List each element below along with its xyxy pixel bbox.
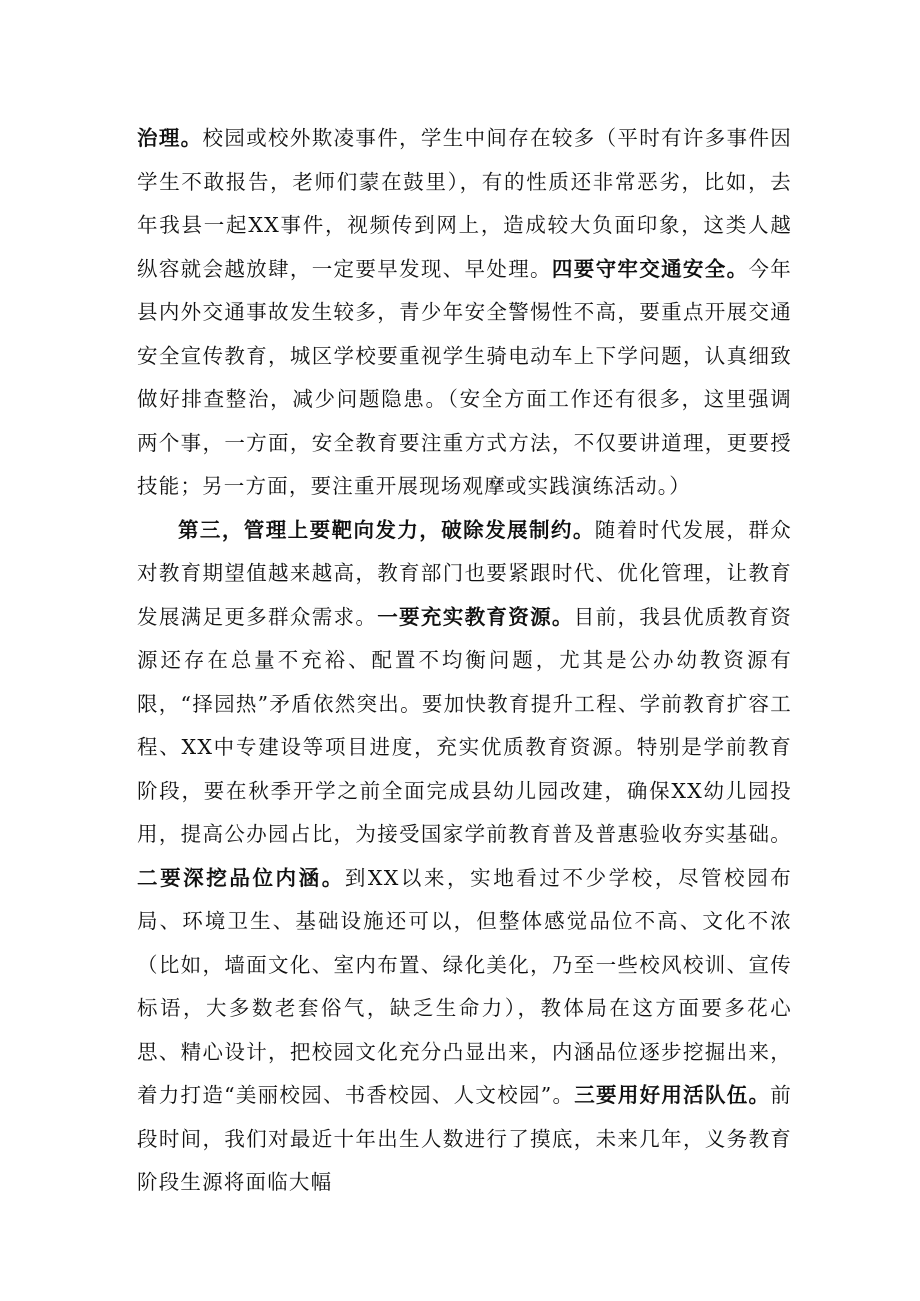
bold-heading: 四要守牢交通安全。 — [551, 256, 749, 281]
bold-heading: 治理。 — [137, 126, 203, 150]
body-text: 今年县内外交通事故发生较多，青少年安全警惕性不高，要重点开展交通安全宣传教育，城区学校要重视学生骑电动车上下学问题，认真细致做好排查整治，减少问题隐患。（安全方面工作还有很多，这里强调两个事，一方面，安全教育要注重方式方法，不仅要讲道理，更要授技能；另一方面，要注重开展现场观摩或实践演练活动。） — [137, 256, 792, 498]
bold-heading: 三要用好用活队伍。 — [574, 1083, 771, 1107]
body-text: 前段时间，我们对最近十年出生人数进行了摸底，未来几年，义务教育阶段生源将面临大幅 — [137, 1083, 792, 1194]
paragraph-management — [137, 509, 792, 1205]
paragraph-safety-continued — [137, 117, 792, 509]
bold-heading: 二要深挖品位内涵。 — [137, 865, 345, 890]
section-heading: 第三，管理上要靶向发力，破除发展制约。 — [178, 517, 595, 542]
body-text: 到XX以来，实地看过不少学校，尽管校园布局、环境卫生、基础设施还可以，但整体感觉品位不高、文化不浓（比如，墙面文化、室内布置、绿化美化，乃至一些校风校训、宣传标语，大多数老套俗气，缺乏生命力），教体局在这方面要多花心思、精心设计，把校园文化充分凸显出来，内涵品位逐步挖掘出来，着力打造“美丽校园、书香校园、人文校园”。 — [137, 865, 792, 1107]
body-text: 目前，我县优质教育资源还存在总量不充裕、配置不均衡问题，尤其是公办幼教资源有限，“择园热”矛盾依然突出。要加快教育提升工程、学前教育扩容工程、XX中专建设等项目进度，充实优质教育资源。特别是学前教育阶段，要在秋季开学之前全面完成县幼儿园改建，确保XX幼儿园投用，提高公办园占比，为接受国家学前教育普及普惠验收夯实基础。 — [137, 604, 793, 846]
bold-heading: 一要充实教育资源。 — [377, 604, 574, 629]
body-text: 校园或校外欺凌事件，学生中间存在较多（平时有许多事件因学生不敢报告，老师们蒙在鼓里），有的性质还非常恶劣，比如，去年我县一起XX事件，视频传到网上，造成较大负面印象，这类人越纵容就会越放肆，一定要早发现、早处理。 — [137, 126, 792, 281]
body-text: 随着时代发展，群众对教育期望值越来越高，教育部门也要紧跟时代、优化管理，让教育发展满足更多群众需求。 — [137, 517, 792, 629]
